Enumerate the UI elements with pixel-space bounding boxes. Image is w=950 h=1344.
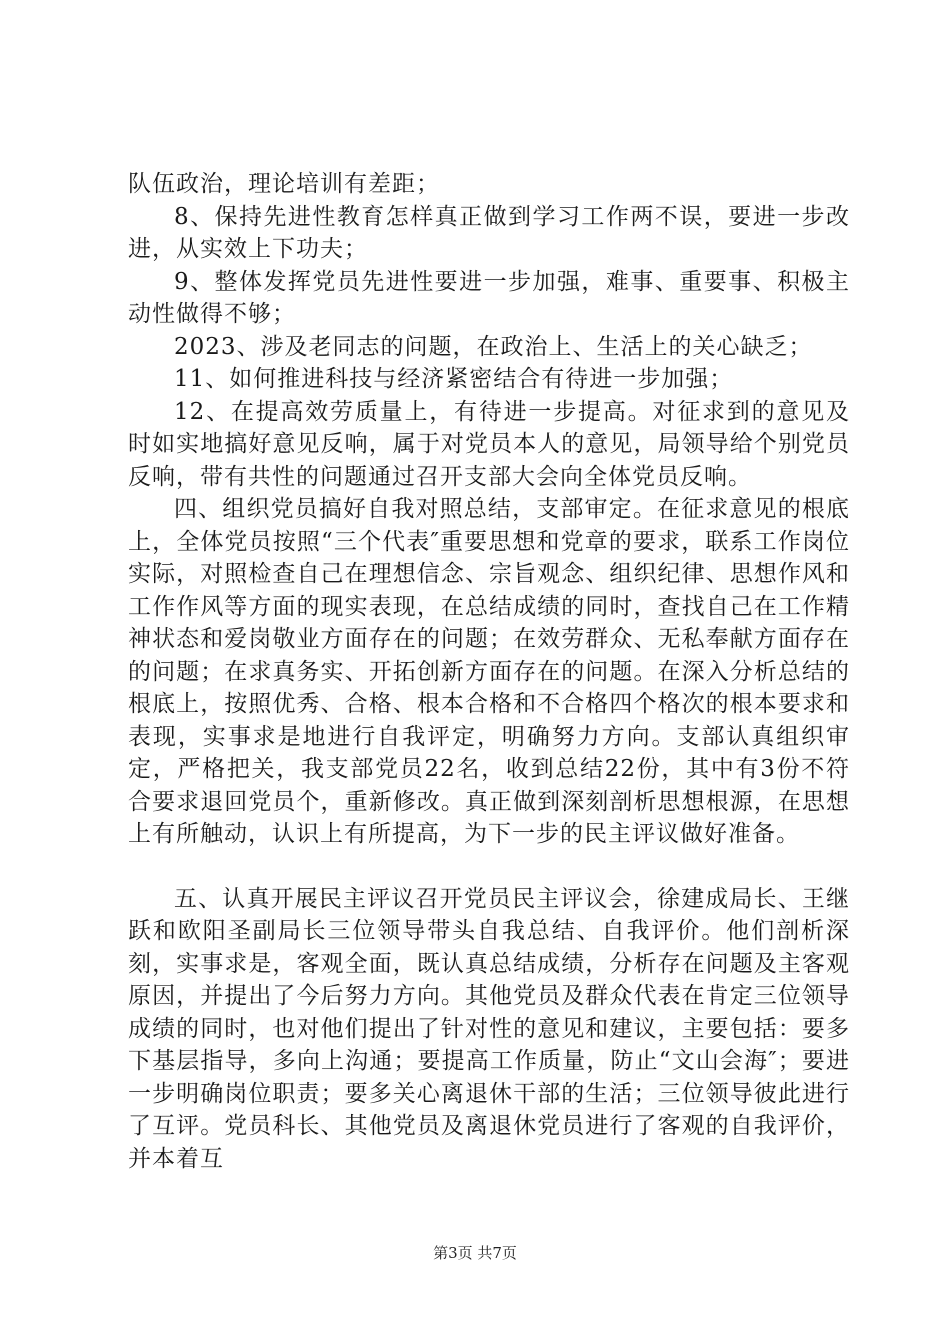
- paragraph-item-10: 2023、涉及老同志的问题，在政治上、生活上的关心缺乏；: [174, 333, 813, 360]
- paragraph-item-8: 8、保持先进性教育怎样真正做到学习工作两不误，要进一步改进，从实效上下功夫；: [128, 203, 850, 262]
- paragraph-spacer: [128, 851, 850, 883]
- paragraph-section-five: 五、认真开展民主评议召开党员民主评议会，徐建成局长、王继跃和欧阳圣副局长三位领导带头自我总结、自我评价。他们剖析深刻，实事求是，客观全面，既认真总结成绩，分析存在问题及主客观原因，并提出了今后努力方向。其他党员及群众代表在肯定三位领导成绩的同时，也对他们提出了针对性的意见和建议，主要包括：要多下基层指导，多向上沟通；要提高工作质量，防止“文山会海″；要进一步明确岗位职责；要多关心离退休干部的生活；三位领导彼此进行了互评。党员科长、其他党员及离退休党员进行了客观的自我评价，并本着互: [128, 885, 850, 1172]
- page-footer: 第3页 共7页: [433, 1244, 517, 1262]
- paragraph-section-four: 四、组织党员搞好自我对照总结，支部审定。在征求意见的根底上，全体党员按照“三个代表″重要思想和党章的要求，联系工作岗位实际，对照检查自己在理想信念、宗旨观念、组织纪律、思想作风和工作作风等方面的现实表现，在总结成绩的同时，查找自己在工作精神状态和爱岗敬业方面存在的问题；在效劳群众、无私奉献方面存在的问题；在求真务实、开拓创新方面存在的问题。在深入分析总结的根底上，按照优秀、合格、根本合格和不合格四个格次的根本要求和表现，实事求是地进行自我评定，明确努力方向。支部认真组织审定，严格把关，我支部党员22名，收到总结22份，其中有3份不符合要求退回党员个，重新修改。真正做到深刻剖析思想根源，在思想上有所触动，认识上有所提高，为下一步的民主评议做好准备。: [128, 496, 850, 847]
- paragraph-item-9: 9、整体发挥党员先进性要进一步加强，难事、重要事、积极主动性做得不够；: [128, 268, 850, 327]
- paragraph-continuation: 队伍政治，理论培训有差距；: [128, 171, 440, 197]
- document-body: [128, 168, 850, 1175]
- paragraph-item-11: 11、如何推进科技与经济紧密结合有待进一步加强；: [174, 366, 734, 392]
- paragraph-item-12: 12、在提高效劳质量上，有待进一步提高。对征求到的意见及时如实地搞好意见反响，属于对党员本人的意见，局领导给个别党员反响，带有共性的问题通过召开支部大会向全体党员反响。: [128, 398, 850, 490]
